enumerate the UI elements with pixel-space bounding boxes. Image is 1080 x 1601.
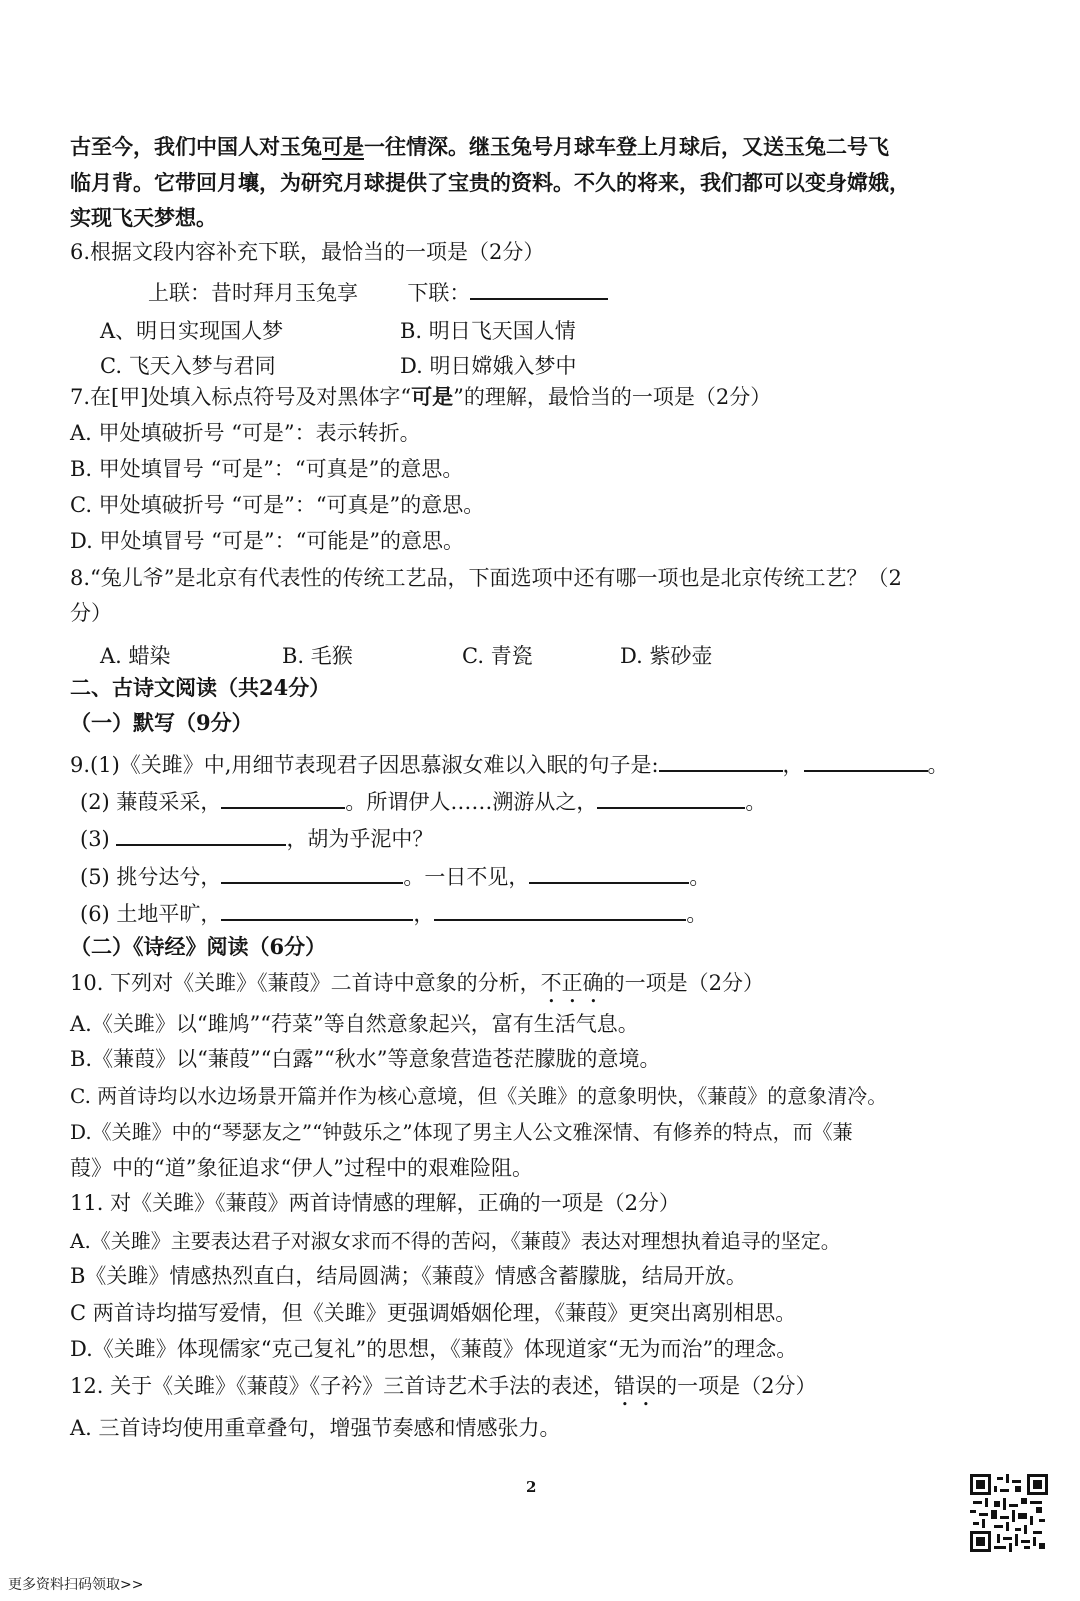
q8-option-a: A. 蜡染	[100, 644, 171, 668]
q10-option-d-line-1: D.《关雎》中的“琴瑟友之”“钟鼓乐之”体现了男主人公文雅深情、有修养的特点，而《蒹	[70, 1120, 853, 1144]
punct: ，	[782, 753, 804, 777]
q10-option-c: C. 两首诗均以水边场景开篇并作为核心意境，但《关雎》的意象明快，《蒹葭》的意象清冷。	[70, 1084, 888, 1108]
q11-option-c: C 两首诗均描写爱情，但《关雎》更强调婚姻伦理，《蒹葭》更突出离别相思。	[70, 1301, 797, 1325]
q10-stem-text: 的一项是（2分）	[603, 971, 764, 995]
q12-stem-text: 12. 关于《关雎》《蒹葭》《子衿》三首诗艺术手法的表述，	[70, 1374, 615, 1398]
answer-blank[interactable]	[221, 864, 403, 884]
q9-prompt: 。所谓伊人……溯游从之，	[345, 790, 598, 814]
q11-option-a: A.《关雎》主要表达君子对淑女求而不得的苦闷，《蒹葭》表达对理想执着追寻的坚定。	[70, 1229, 841, 1253]
q8-option-c: C. 青瓷	[462, 644, 533, 668]
punct: 。	[689, 865, 711, 889]
q9-prompt: (2) 蒹葭采采，	[80, 790, 222, 814]
q9-line-2	[80, 789, 1020, 813]
q9-line-5	[80, 901, 1020, 925]
q12-option-a: A. 三首诗均使用重章叠句，增强节奏感和情感张力。	[70, 1416, 561, 1440]
intro-line-1	[70, 136, 1020, 157]
answer-blank[interactable]	[804, 752, 928, 772]
q7-option-d: D. 甲处填冒号 “可是”：“可能是”的意思。	[70, 529, 465, 553]
q11-option-d: D.《关雎》体现儒家“克己复礼”的思想，《蒹葭》体现道家“无为而治”的理念。	[70, 1337, 798, 1361]
answer-blank[interactable]	[116, 826, 286, 846]
q9-line-1	[70, 752, 1020, 776]
q9-line-3	[80, 826, 1020, 850]
punct: 。	[745, 790, 767, 814]
section-2-title: 二、古诗文阅读（共24分）	[70, 675, 331, 700]
answer-blank[interactable]	[659, 752, 783, 772]
q12-stem-text: 的一项是（2分）	[656, 1374, 817, 1398]
punct: ，	[413, 902, 435, 926]
answer-blank[interactable]	[529, 864, 689, 884]
section-2-sub-2: （二）《诗经》阅读（6分）	[70, 934, 327, 959]
qr-code-icon[interactable]	[970, 1474, 1048, 1552]
q9-prompt: (6) 土地平旷，	[80, 902, 222, 926]
page-number: 2	[526, 1478, 537, 1496]
q10-stem	[70, 971, 1020, 1008]
q10-emphasis: 不正确	[540, 971, 604, 995]
intro-line-3: 实现飞天梦想。	[70, 205, 217, 230]
q7-option-c: C. 甲处填破折号 “可是”：“可真是”的意思。	[70, 493, 485, 517]
q6-stem: 6.根据文段内容补充下联，最恰当的一项是（2分）	[70, 240, 545, 264]
intro-text: 一往情深。继玉兔号月球车登上月球后，又送玉兔二号飞	[364, 134, 889, 159]
q8-stem-line-1: 8.“兔儿爷”是北京有代表性的传统工艺品，下面选项中还有哪一项也是北京传统工艺？（2	[70, 566, 902, 590]
punct: 。	[927, 753, 949, 777]
q9-prompt: ，胡为乎泥中？	[286, 827, 434, 851]
q6-option-b: B. 明日飞天国人情	[400, 319, 576, 343]
q7-option-a: A. 甲处填破折号 “可是”：表示转折。	[70, 421, 421, 445]
footer-link[interactable]: 更多资料扫码领取>>	[8, 1577, 144, 1593]
q11-stem: 11. 对《关雎》《蒹葭》两首诗情感的理解，正确的一项是（2分）	[70, 1191, 680, 1215]
q7-option-b: B. 甲处填冒号 “可是”：“可真是”的意思。	[70, 457, 464, 481]
q7-bold-word: 可是	[411, 384, 454, 409]
answer-blank[interactable]	[434, 901, 686, 921]
q6-option-c: C. 飞天入梦与君同	[100, 354, 276, 378]
section-2-sub-1: （一）默写（9分）	[70, 710, 253, 735]
answer-blank[interactable]	[470, 280, 608, 300]
q10-option-b: B.《蒹葭》以“蒹葭”“白露”“秋水”等意象营造苍茫朦胧的意境。	[70, 1047, 661, 1071]
q12-emphasis: 错误	[614, 1374, 657, 1398]
q10-option-a: A.《关雎》以“雎鸠”“荇菜”等自然意象起兴，富有生活气息。	[70, 1012, 639, 1036]
q8-option-d: D. 紫砂壶	[620, 644, 713, 668]
q10-option-d-line-2: 葭》中的“道”象征追求“伊人”过程中的艰难险阻。	[70, 1156, 533, 1180]
q9-line-4	[80, 864, 1020, 888]
q6-option-a: A、明日实现国人梦	[100, 319, 284, 343]
q9-prompt: 。一日不见，	[403, 865, 530, 889]
answer-blank[interactable]	[221, 789, 345, 809]
intro-line-2: 临月背。它带回月壤，为研究月球提供了宝贵的资料。不久的将来，我们都可以变身嫦娥，	[70, 170, 910, 195]
punct: 。	[686, 902, 708, 926]
intro-text: 古至今，我们中国人对玉兔	[70, 134, 322, 159]
q8-option-b: B. 毛猴	[282, 644, 353, 668]
q11-option-b: B《关雎》情感热烈直白，结局圆满；《蒹葭》情感含蓄朦胧，结局开放。	[70, 1264, 747, 1288]
q6-upper-couplet: 上联：昔时拜月玉兔享	[148, 281, 358, 305]
answer-blank[interactable]	[597, 789, 745, 809]
q8-stem-line-2: 分）	[70, 601, 112, 625]
q6-option-d: D. 明日嫦娥入梦中	[400, 354, 577, 378]
q6-couplet	[148, 280, 1020, 304]
q7-stem-text: ”的理解，最恰当的一项是（2分）	[453, 385, 772, 409]
q9-prompt: (3)	[80, 827, 110, 851]
q6-lower-label: 下联：	[407, 281, 471, 305]
answer-blank[interactable]	[221, 901, 413, 921]
q9-prompt: 9.(1)《关雎》中,用细节表现君子因思慕淑女难以入眠的句子是:	[70, 753, 659, 777]
q10-stem-text: 10. 下列对《关雎》《蒹葭》二首诗中意象的分析，	[70, 971, 541, 995]
q9-prompt: (5) 挑兮达兮，	[80, 865, 222, 889]
q7-stem	[70, 386, 1020, 408]
bold-word-keshi: 可是	[322, 134, 364, 159]
q12-stem	[70, 1374, 1020, 1411]
q7-stem-text: 7.在[甲]处填入标点符号及对黑体字“	[70, 385, 412, 409]
